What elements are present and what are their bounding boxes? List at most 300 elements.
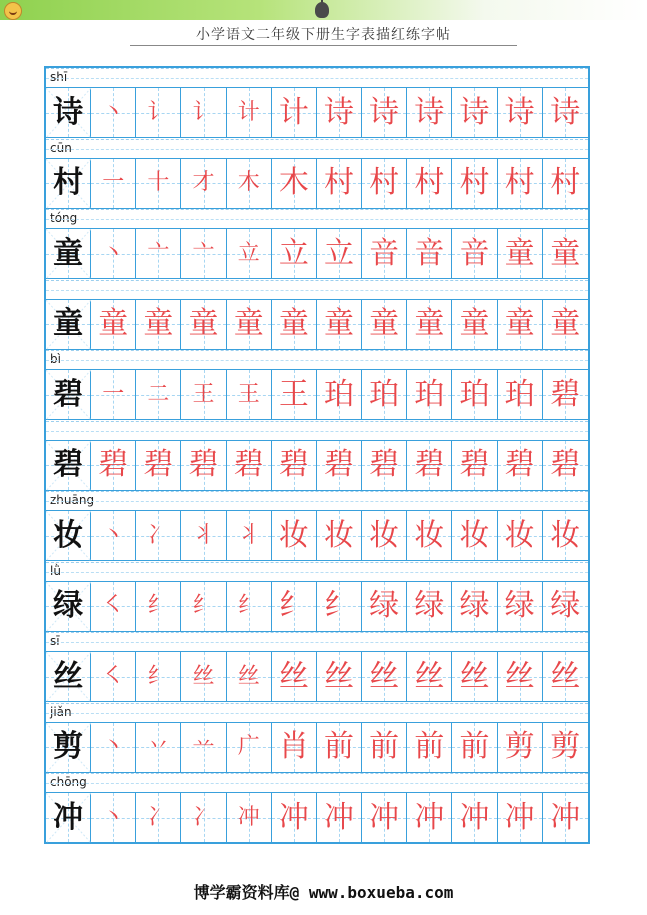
tracing-cell[interactable] [317,300,362,350]
tracing-character: 立 [237,240,260,266]
tracing-character: 诗 [504,94,535,130]
tracing-character: 木 [237,170,260,195]
tracing-cell[interactable] [452,723,497,773]
tracing-character: 妆 [504,517,535,553]
tracing-cell[interactable] [317,511,362,561]
tracing-character: 碧 [143,447,174,482]
model-character-cell[interactable] [46,441,91,491]
pinyin-label: tóng [50,211,78,225]
tracing-cell[interactable] [452,370,497,420]
character-row [46,652,588,702]
tracing-cell[interactable] [543,370,588,420]
tracing-cell[interactable] [181,88,226,138]
tracing-character: 碧 [459,447,490,482]
tracing-character: 童 [504,306,535,341]
tracing-character: 丶 [102,522,125,548]
pinyin-label: shī [50,70,68,84]
tracing-cell[interactable] [227,793,272,843]
character-row [46,723,588,773]
tracing-cell[interactable] [407,793,452,843]
tracing-cell[interactable] [91,723,136,773]
tracing-character: 丶 [102,734,125,759]
tracing-cell[interactable] [136,88,181,138]
tracing-character: 碧 [98,447,129,482]
tracing-cell[interactable] [407,723,452,773]
tracing-character: 碧 [369,447,400,482]
tracing-character: 妆 [278,517,309,553]
tracing-character: 童 [459,306,490,341]
tracing-cell[interactable] [91,511,136,561]
tracing-character: 前 [324,729,355,764]
tracing-cell[interactable] [272,229,317,279]
pinyin-label: cūn [50,140,72,155]
tracing-cell[interactable] [543,723,588,773]
tracing-character: 丶 [102,804,125,830]
tracing-character: 冲 [369,799,400,835]
tracing-character: 村 [550,165,581,200]
tracing-character: 妆 [369,517,400,553]
tracing-character: 讠 [147,99,170,125]
tracing-cell[interactable] [181,511,226,561]
tracing-cell[interactable] [227,370,272,420]
tracing-character: 碧 [504,447,535,482]
tracing-character: 诗 [459,94,490,130]
pinyin-band [46,68,588,88]
tracing-cell[interactable] [136,793,181,843]
tracing-character: 绿 [414,588,445,623]
model-character: 童 [53,235,84,271]
tracing-character: 童 [278,306,309,341]
tracing-character: 计 [278,94,309,130]
tracing-cell[interactable] [498,582,543,632]
tracing-cell[interactable] [136,159,181,209]
tracing-character: 碧 [188,447,219,482]
tracing-cell[interactable] [181,300,226,350]
tracing-character: 讠 [192,99,215,125]
model-character-cell[interactable] [46,370,91,420]
pinyin-label: bì [50,352,61,366]
tracing-cell[interactable] [317,88,362,138]
tracing-cell[interactable] [543,511,588,561]
tracing-character: 童 [233,306,264,341]
tracing-character: 冫 [192,804,215,830]
tracing-character: 童 [414,306,445,341]
tracing-cell[interactable] [498,511,543,561]
tracing-cell[interactable] [498,159,543,209]
tracing-cell[interactable] [181,370,226,420]
model-character-cell[interactable] [46,229,91,279]
tracing-character: 丷 [147,734,170,759]
model-character-cell[interactable] [46,723,91,773]
model-character: 碧 [53,376,84,412]
tracing-cell[interactable] [317,582,362,632]
tracing-cell[interactable] [272,652,317,702]
tracing-character: 剪 [550,729,581,764]
tracing-character: 冲 [504,799,535,835]
model-character-cell[interactable] [46,582,91,632]
character-row [46,582,588,632]
tracing-character: 纟 [192,593,215,618]
tracing-cell[interactable] [362,229,407,279]
tracing-cell[interactable] [407,511,452,561]
tracing-character: 妆 [414,517,445,553]
tracing-character: 碧 [278,447,309,482]
tracing-cell[interactable] [272,159,317,209]
tracing-character: 立 [278,235,309,271]
model-character-cell[interactable] [46,793,91,843]
tracing-cell[interactable] [362,300,407,350]
tracing-cell[interactable] [543,441,588,491]
tracing-cell[interactable] [317,229,362,279]
tracing-character: 丝 [237,663,260,689]
tracing-character: 绿 [369,588,400,623]
lamp-icon [315,2,329,18]
tracing-character: 丝 [459,658,490,694]
tracing-character: 童 [369,306,400,341]
tracing-cell[interactable] [362,159,407,209]
tracing-cell[interactable] [498,723,543,773]
tracing-cell[interactable] [362,652,407,702]
tracing-character: 珀 [504,376,535,412]
tracing-character: ㇛ [102,593,125,618]
tracing-cell[interactable] [498,370,543,420]
tracing-cell[interactable] [227,300,272,350]
footer-watermark: 博学霸资料库@ www.boxueba.com [193,883,454,902]
tracing-cell[interactable] [181,723,226,773]
tracing-character: 珀 [414,376,445,412]
tracing-character: 纟 [147,663,170,689]
tracing-character: 丝 [324,658,355,694]
tracing-character: 冲 [414,799,445,835]
tracing-cell[interactable] [91,229,136,279]
tracing-cell[interactable] [272,511,317,561]
pinyin-band [46,209,588,229]
tracing-cell[interactable] [543,88,588,138]
character-row [46,370,588,420]
tracing-cell[interactable] [91,793,136,843]
tracing-cell[interactable] [181,159,226,209]
tracing-cell[interactable] [407,300,452,350]
tracing-character: 立 [324,235,355,271]
tracing-cell[interactable] [452,582,497,632]
tracing-character: 珀 [324,376,355,412]
tracing-cell[interactable] [452,652,497,702]
tracing-character: 珀 [459,376,490,412]
model-character: 绿 [53,588,84,623]
tracing-cell[interactable] [181,441,226,491]
tracing-character: 纟 [237,593,260,618]
tracing-cell[interactable] [227,229,272,279]
pinyin-band [46,562,588,582]
tracing-character: 一 [102,170,125,195]
tracing-character: 绿 [550,588,581,623]
tracing-character: 纟 [278,588,309,623]
tracing-character: 前 [369,729,400,764]
model-character-cell[interactable] [46,652,91,702]
tracing-character: 冲 [459,799,490,835]
model-character-cell[interactable] [46,300,91,350]
model-character: 剪 [53,729,84,764]
model-character: 诗 [53,94,84,130]
tracing-cell[interactable] [407,652,452,702]
tracing-cell[interactable] [272,723,317,773]
title-underline [130,45,517,46]
tracing-cell[interactable] [272,300,317,350]
tracing-character: 丬 [192,522,215,548]
tracing-character: 亠 [147,240,170,266]
tracing-cell[interactable] [317,652,362,702]
tracing-cell[interactable] [136,441,181,491]
tracing-cell[interactable] [362,793,407,843]
tracing-character: 妆 [550,517,581,553]
character-row [46,229,588,279]
tracing-character: 冫 [147,522,170,548]
character-row [46,793,588,843]
tracing-character: 童 [188,306,219,341]
tracing-cell[interactable] [91,88,136,138]
tracing-cell[interactable] [272,370,317,420]
tracing-cell[interactable] [362,441,407,491]
tracing-character: 诗 [414,94,445,130]
model-character: 丝 [53,658,84,694]
tracing-character: 纟 [324,588,355,623]
tracing-cell[interactable] [91,159,136,209]
tracing-cell[interactable] [317,370,362,420]
tracing-character: 村 [324,165,355,200]
tracing-cell[interactable] [272,793,317,843]
tracing-cell[interactable] [407,229,452,279]
tracing-cell[interactable] [227,511,272,561]
tracing-cell[interactable] [227,159,272,209]
tracing-cell[interactable] [452,511,497,561]
tracing-character: 丶 [102,99,125,125]
tracing-character: 丶 [102,240,125,266]
pinyin-band [46,703,588,723]
pinyin-band [46,773,588,793]
tracing-cell[interactable] [272,582,317,632]
tracing-character: 冲 [324,799,355,835]
tracing-cell[interactable] [91,370,136,420]
tracing-character: 碧 [550,447,581,482]
page-title: 小学语文二年级下册生字表描红练字帖 [196,27,451,43]
tracing-character: 冲 [278,799,309,835]
tracing-cell[interactable] [362,723,407,773]
tracing-cell[interactable] [362,370,407,420]
tracing-cell[interactable] [227,441,272,491]
tracing-cell[interactable] [452,441,497,491]
pinyin-label: zhuāng [50,493,95,507]
pinyin-band [46,139,588,159]
tracing-character: 村 [414,165,445,200]
tracing-cell[interactable] [136,723,181,773]
tracing-cell[interactable] [362,511,407,561]
character-row [46,511,588,561]
tracing-character: 丝 [414,658,445,694]
tracing-cell[interactable] [498,441,543,491]
tracing-character: 童 [98,306,129,341]
tracing-character: 纟 [147,593,170,618]
tracing-character: 碧 [414,447,445,482]
tracing-character: 冫 [147,804,170,830]
tracing-cell[interactable] [407,441,452,491]
tracing-cell[interactable] [452,300,497,350]
tracing-character: 童 [143,306,174,341]
tracing-character: 绿 [459,588,490,623]
tracing-cell[interactable] [543,159,588,209]
mascot-icon [4,2,22,20]
model-character: 冲 [53,799,84,835]
tracing-cell[interactable] [317,441,362,491]
tracing-character: 妆 [324,517,355,553]
tracing-character: 前 [459,729,490,764]
tracing-cell[interactable] [317,793,362,843]
tracing-character: 碧 [550,376,581,412]
tracing-cell[interactable] [452,88,497,138]
tracing-cell[interactable] [91,300,136,350]
tracing-character: 诗 [550,94,581,130]
tracing-character: 音 [459,235,490,271]
tracing-cell[interactable] [227,723,272,773]
tracing-cell[interactable] [407,370,452,420]
tracing-cell[interactable] [181,582,226,632]
tracing-character: 亠 [192,240,215,266]
tracing-character: 冲 [550,799,581,835]
tracing-character: 广 [237,734,260,759]
tracing-cell[interactable] [181,229,226,279]
tracing-character: 丝 [504,658,535,694]
tracing-character: 冲 [237,804,260,830]
tracing-cell[interactable] [272,88,317,138]
tracing-character: 童 [550,235,581,271]
pinyin-label: chōng [50,775,87,789]
tracing-character: 木 [278,165,309,200]
tracing-cell[interactable] [136,511,181,561]
tracing-character: 碧 [233,447,264,482]
tracing-cell[interactable] [227,88,272,138]
tracing-cell[interactable] [543,652,588,702]
model-character-cell[interactable] [46,511,91,561]
tracing-cell[interactable] [407,88,452,138]
tracing-cell[interactable] [498,300,543,350]
tracing-cell[interactable] [543,300,588,350]
tracing-character: 剪 [504,729,535,764]
tracing-cell[interactable] [227,652,272,702]
tracing-cell[interactable] [498,793,543,843]
tracing-cell[interactable] [91,582,136,632]
character-row [46,300,588,350]
tracing-cell[interactable] [136,300,181,350]
pinyin-band [46,632,588,652]
tracing-cell[interactable] [452,229,497,279]
tracing-cell[interactable] [181,652,226,702]
pinyin-band [46,491,588,511]
tracing-character: 妆 [459,517,490,553]
tracing-character: 王 [237,381,260,407]
tracing-cell[interactable] [136,370,181,420]
tracing-cell[interactable] [317,723,362,773]
model-character-cell[interactable] [46,88,91,138]
pinyin-band [46,280,588,300]
tracing-character: 丝 [192,663,215,689]
tracing-character: 童 [504,235,535,271]
model-character: 妆 [53,517,84,553]
tracing-cell[interactable] [181,793,226,843]
tracing-character: 童 [550,306,581,341]
tracing-character: 绿 [504,588,535,623]
tracing-character: 丝 [278,658,309,694]
tracing-character: 丝 [550,658,581,694]
tracing-character: 肖 [278,729,309,764]
pinyin-label: lǜ [50,563,61,578]
tracing-character: ㇛ [102,663,125,689]
pinyin-band [46,421,588,441]
tracing-cell[interactable] [136,652,181,702]
tracing-character: 音 [369,235,400,271]
tracing-cell[interactable] [452,159,497,209]
pinyin-band [46,350,588,370]
model-character: 村 [53,165,84,200]
model-character: 童 [53,306,84,341]
tracing-cell[interactable] [407,159,452,209]
model-character: 碧 [53,447,84,482]
tracing-cell[interactable] [543,582,588,632]
tracing-character: 前 [414,729,445,764]
tracing-character: 丝 [369,658,400,694]
tracing-cell[interactable] [91,441,136,491]
tracing-cell[interactable] [498,229,543,279]
tracing-character: 王 [278,376,309,412]
tracing-cell[interactable] [498,652,543,702]
tracing-cell[interactable] [91,652,136,702]
tracing-cell[interactable] [498,88,543,138]
tracing-cell[interactable] [362,88,407,138]
tracing-cell[interactable] [227,582,272,632]
model-character-cell[interactable] [46,159,91,209]
tracing-character: 二 [147,381,170,407]
tracing-cell[interactable] [136,582,181,632]
tracing-character: 童 [324,306,355,341]
tracing-character: 十 [147,170,170,195]
character-row [46,88,588,138]
character-row [46,441,588,491]
tracing-cell[interactable] [317,159,362,209]
tracing-character: 村 [459,165,490,200]
tracing-character: 一 [102,381,125,407]
character-row [46,159,588,209]
tracing-cell[interactable] [452,793,497,843]
practice-sheet [44,66,590,844]
tracing-character: 村 [504,165,535,200]
tracing-character: 计 [237,99,260,125]
tracing-cell[interactable] [136,229,181,279]
tracing-character: 音 [414,235,445,271]
tracing-character: 村 [369,165,400,200]
tracing-character: 诗 [369,94,400,130]
tracing-cell[interactable] [407,582,452,632]
tracing-character: 诗 [324,94,355,130]
tracing-cell[interactable] [362,582,407,632]
tracing-character: 珀 [369,376,400,412]
tracing-character: 丬 [237,522,260,548]
tracing-cell[interactable] [543,229,588,279]
pinyin-label: jiǎn [50,704,72,719]
tracing-cell[interactable] [543,793,588,843]
pinyin-label: sī [50,634,60,648]
tracing-cell[interactable] [272,441,317,491]
tracing-character: 䒑 [192,734,215,759]
tracing-character: 碧 [324,447,355,482]
tracing-character: 王 [192,381,215,407]
